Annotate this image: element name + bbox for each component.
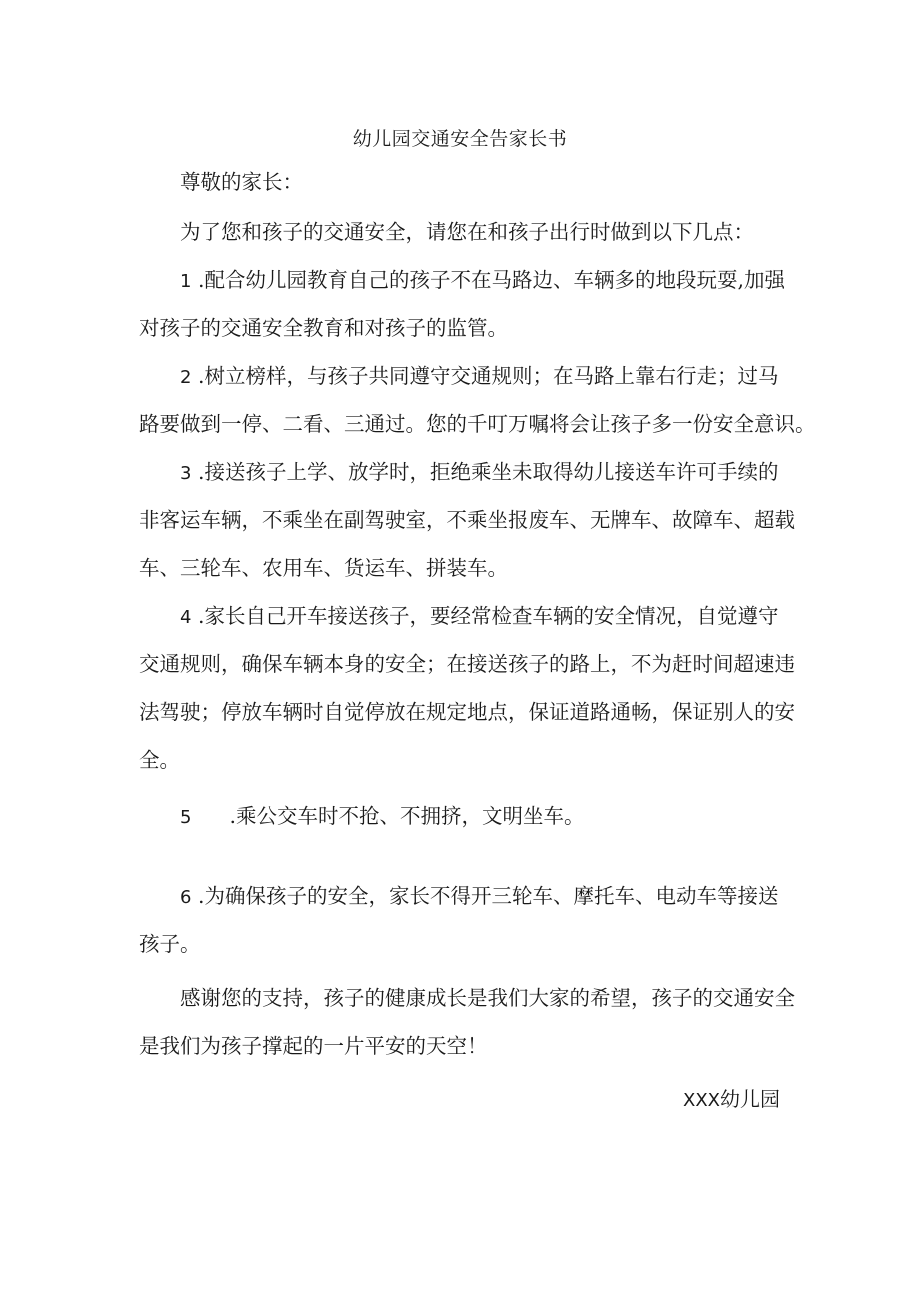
item-4-line-3: 法驾驶；停放车辆时自觉停放在规定地点，保证道路通畅，保证别人的安 xyxy=(139,700,795,724)
item-3-number: 3 xyxy=(180,463,192,484)
item-1-number: 1 xyxy=(180,271,192,292)
signature xyxy=(683,1084,780,1116)
item-6-number: 6 xyxy=(180,887,192,908)
signature-suffix: 幼儿园 xyxy=(720,1087,780,1111)
item-3-text-1: .接送孩子上学、放学时，拒绝乘坐未取得幼儿接送车许可手续的 xyxy=(197,460,779,484)
signature-prefix: XXX xyxy=(683,1090,720,1111)
item-4-line-2: 交通规则，确保车辆本身的安全；在接送孩子的路上，不为赶时间超速违 xyxy=(139,652,795,676)
item-5-text-1: .乘公交车时不抢、不拥挤，文明坐车。 xyxy=(229,804,585,828)
item-1-line-1 xyxy=(180,265,800,297)
salutation: 尊敬的家长： xyxy=(180,170,303,194)
item-2-line-2: 路要做到一停、二看、三通过。您的千叮万嘱将会让孩子多一份安全意识。 xyxy=(139,412,816,436)
item-2-number: 2 xyxy=(180,367,192,388)
item-5-line-1 xyxy=(180,801,800,833)
item-6-line-2: 孩子。 xyxy=(139,932,201,956)
item-4-line-4: 全。 xyxy=(139,748,180,772)
item-3-line-3: 车、三轮车、农用车、货运车、拼装车。 xyxy=(139,556,508,580)
item-5-number: 5 xyxy=(180,807,192,828)
closing-line-2: 是我们为孩子撑起的一片平安的天空！ xyxy=(139,1034,488,1058)
item-4-number: 4 xyxy=(180,607,192,628)
item-4-line-1 xyxy=(180,601,800,633)
intro-paragraph: 为了您和孩子的交通安全，请您在和孩子出行时做到以下几点： xyxy=(180,220,754,244)
closing-line-1: 感谢您的支持，孩子的健康成长是我们大家的希望，孩子的交通安全 xyxy=(180,986,795,1010)
document-title: 幼儿园交通安全告家长书 xyxy=(352,128,568,150)
item-1-text-1: .配合幼儿园教育自己的孩子不在马路边、车辆多的地段玩耍,加强 xyxy=(197,268,786,292)
item-6-line-1 xyxy=(180,881,800,913)
item-3-line-2: 非客运车辆，不乘坐在副驾驶室，不乘坐报废车、无牌车、故障车、超载 xyxy=(139,508,795,532)
item-1-line-2: 对孩子的交通安全教育和对孩子的监管。 xyxy=(139,316,508,340)
item-3-line-1 xyxy=(180,457,800,489)
item-2-text-1: .树立榜样，与孩子共同遵守交通规则；在马路上靠右行走；过马 xyxy=(197,364,779,388)
item-6-text-1: .为确保孩子的安全，家长不得开三轮车、摩托车、电动车等接送 xyxy=(197,884,779,908)
item-2-line-1 xyxy=(180,361,800,393)
item-4-text-1: .家长自己开车接送孩子，要经常检查车辆的安全情况，自觉遵守 xyxy=(197,604,779,628)
